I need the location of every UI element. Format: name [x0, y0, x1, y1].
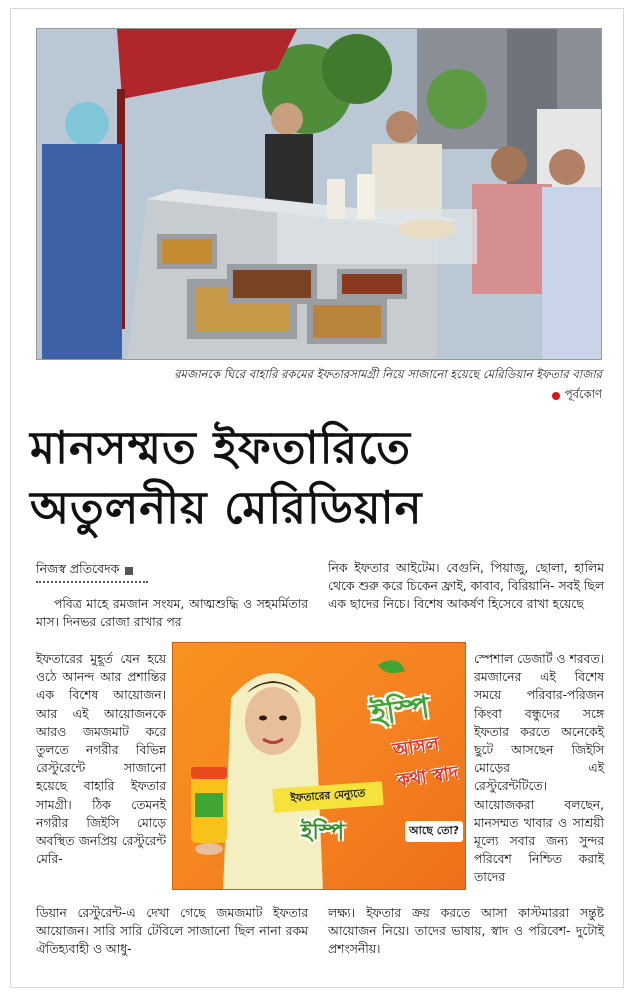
- body-paragraph: ইফতারের মুহূর্ত যেন হয়ে ওঠে আনন্দ আর প্রশান্তির এক বিশেষ আয়োজন। আর এই আয়োজনকে আরও জমজমাট করে তুলতে নগরীর বিভিন্ন রেস্টুরেন্টে সাজানো হয়েছে বাহারি ইফতার সামগ্রী। ঠিক তেমনই নগরীর জিইসি মোড়ে অবস্থিত জনপ্রিয় রেস্টুরেন্ট মেরি-: [36, 652, 166, 867]
- advertisement: [172, 642, 466, 890]
- photo-illustration: [37, 29, 602, 360]
- body-paragraph: লক্ষ্য। ইফতার ক্রয় করতে আসা কাস্টমাররা সন্তুষ্ট আয়োজন নিয়ে। তাদের ভাষায়, স্বাদ ও পরিবেশ- দুটোই প্রশংসনীয়।: [328, 906, 604, 957]
- byline-label: নিজস্ব প্রতিবেদক: [36, 561, 120, 576]
- body-paragraph: নিক ইফতার আইটেম। বেগুনি, পিয়াজু, ছোলা, হালিম থেকে শুরু করে চিকেন ফ্রাই, কাবাব, বিরিয়ানি- সবই ছিল এক ছাদের নিচে। বিশেষ আকর্ষণ হিসেবে রাখা হয়েছে: [328, 561, 604, 612]
- ad-tagline: আসল কথা স্বাদ: [391, 733, 460, 792]
- photo-caption: রমজানকে ঘিরে বাহারি রকমের ইফতারসামগ্রী নিয়ে সাজানো হয়েছে মেরিডিয়ান ইফতার বাজার: [174, 367, 602, 381]
- ad-brand-logo: ইস্পি: [368, 690, 432, 733]
- body-right-top: [328, 559, 604, 614]
- body-paragraph: ডিয়ান রেস্টুরেন্ট-এ দেখা গেছে জমজমাট ইফতার আয়োজন। সারি সারি টেবিলে সাজানো ছিল নানা রকম ঐতিহ্যবাহী ও আধু-: [36, 906, 308, 957]
- body-left-top: [36, 595, 308, 631]
- body-right-bottom: [328, 904, 604, 959]
- ad-banner: ইফতারের মেন্যুতে: [272, 781, 383, 813]
- ad-brand-text: ইস্পি: [301, 820, 344, 845]
- body-paragraph: পবিত্র মাহে রমজান সংযম, আত্মশুদ্ধি ও সহমর্মিতার মাস। দিনভর রোজা রাখার পর: [36, 597, 308, 630]
- article-photo: [36, 28, 602, 360]
- byline-square-icon: [125, 567, 133, 575]
- credit-bullet-icon: [552, 392, 560, 400]
- body-paragraph: স্পেশাল ডেজার্ট ও শরবত। রমজানের এই বিশেষ সময়ে পরিবার-পরিজন কিংবা বন্ধুদের সঙ্গে ইফতার করতে অনেকেই ছুটে আসছেন জিইসি মোড়ের এই রেস্টুরেন্টটিতে। আয়োজকরা বলছেন, মানসম্মত খাবার ও সাশ্রয়ী মূল্যে সবার জন্য সুন্দর পরিবেশ নিশ্চিত করাই তাদের: [474, 652, 604, 885]
- headline-line-2: অতুলনীয় মেরিডিয়ান: [30, 481, 423, 534]
- body-left-bottom: [36, 904, 308, 959]
- ad-question: আছে তো?: [405, 821, 463, 842]
- article-headline: [30, 418, 610, 538]
- body-right-mid: [474, 650, 604, 887]
- credit-label: পূর্বকোণ: [564, 387, 602, 401]
- byline-divider: [36, 581, 148, 583]
- photo-credit: [552, 386, 602, 405]
- byline: [36, 561, 133, 581]
- headline-line-1: মানসম্মত ইফতারিতে: [30, 421, 412, 474]
- body-left-mid: [36, 650, 166, 868]
